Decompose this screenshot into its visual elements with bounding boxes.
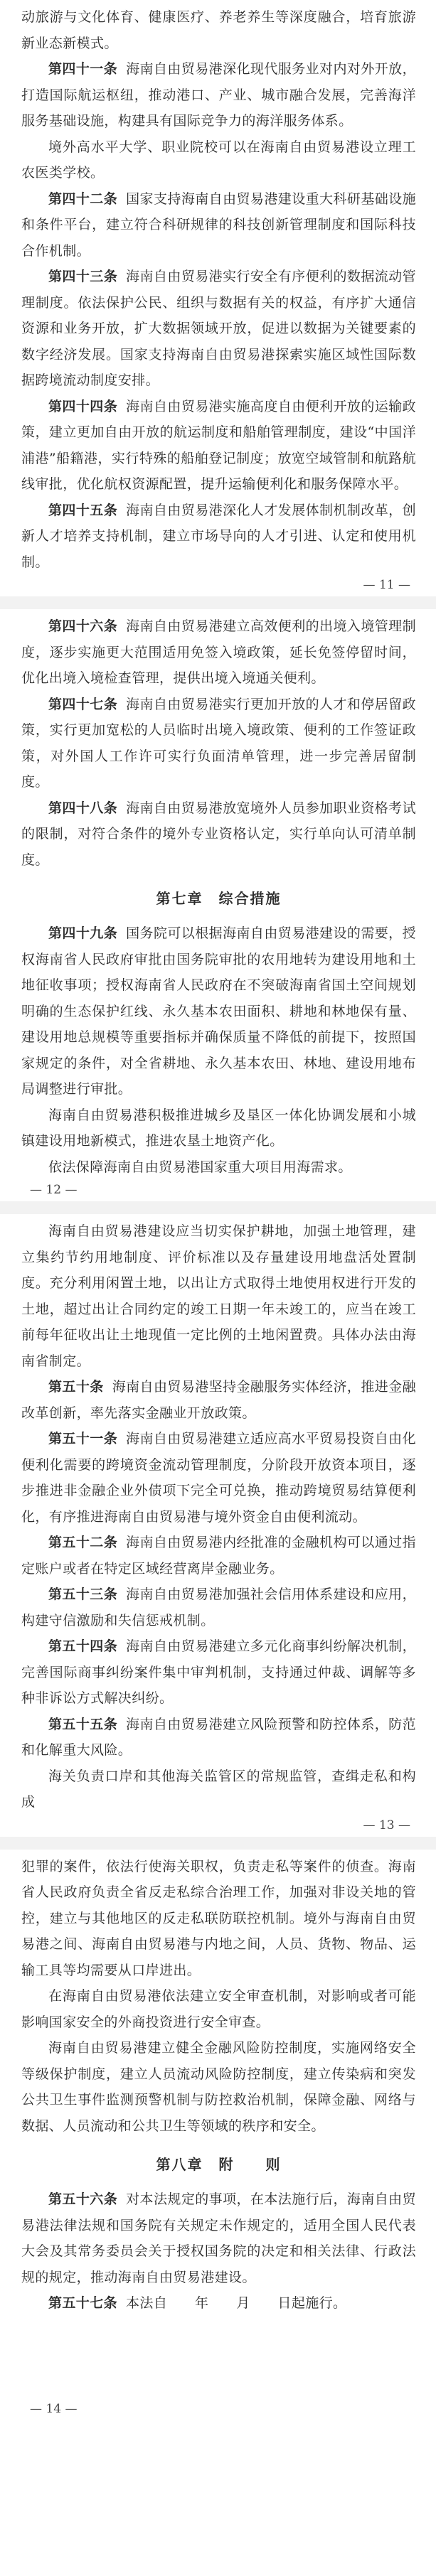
article-text: 本法自 年 月 日起施行。 — [126, 2295, 347, 2311]
article-text: 海南自由贸易港深化现代服务业对内对外开放，打造国际航运枢纽，推动港口、产业、城市融合发展，完善海洋服务基础设施，构建具有国际竞争力的海洋服务体系。 — [21, 61, 416, 129]
chapter-heading: 第八章 附 则 — [156, 2156, 282, 2173]
article-49 — [21, 921, 416, 1102]
article-text: 海南自由贸易港放宽境外人员参加职业资格考试的限制，对符合条件的境外专业资格认定，实行单向认可清单制度。 — [21, 800, 416, 868]
article-number: 第四十三条 — [48, 269, 118, 284]
paragraph: 境外高水平大学、职业院校可以在海南自由贸易港设立理工农医类学校。 — [21, 139, 416, 181]
article-number: 第五十四条 — [48, 1638, 118, 1654]
paragraph: 犯罪的案件，依法行使海关职权，负责走私等案件的侦查。海南省人民政府负责全省反走私综合治理工作，加强对非设关地的管控，建立与其他地区的反走私联防联控机制。境外与海南自由贸易港之间、海南自由贸易港与内地之间，人员、货物、物品、运输工具等均需要从口岸进出。 — [21, 1858, 416, 1978]
paragraph: 海南自由贸易港积极推进城乡及垦区一体化协调发展和小城镇建设用地新模式，推进农垦土地资产化。 — [21, 1107, 416, 1149]
article-number: 第五十七条 — [48, 2295, 118, 2311]
article-52 — [21, 1530, 416, 1582]
paragraph: 海南自由贸易港建立健全金融风险防控制度，实施网络安全等级保护制度，建立人员流动风险防控制度，建立传染病和突发公共卫生事件监测预警机制与防控救治机制，保障金融、网络与数据、人员流动和公共卫生等领域的秩序和安全。 — [21, 2040, 416, 2134]
article-number: 第四十六条 — [48, 618, 118, 634]
article-43 — [21, 264, 416, 394]
article-51 — [21, 1426, 416, 1530]
article-number: 第五十五条 — [48, 1716, 118, 1732]
article-57 — [21, 2290, 416, 2317]
paragraph: 动旅游与文化体育、健康医疗、养老养生等深度融合，培育旅游新业态新模式。 — [21, 9, 416, 51]
page-separator — [0, 1837, 436, 1850]
page-number: — 12 — — [30, 1183, 78, 1197]
article-text: 海南自由贸易港实行安全有序便利的数据流动管理制度。依法保护公民、组织与数据有关的权益，有序扩大通信资源和业务开放，扩大数据领域开放，促进以数据为关键要素的数字经济发展。国家支持海南自由贸易港探索实施区域性国际数据跨境流动制度安排。 — [21, 269, 416, 388]
article-text: 海南自由贸易港深化人才发展体制机制改革，创新人才培养支持机制，建立市场导向的人才引进、认定和使用机制。 — [21, 502, 416, 570]
article-41 — [21, 56, 416, 134]
paragraph: 依法保障海南自由贸易港国家重大项目用海需求。 — [48, 1159, 352, 1175]
article-47 — [21, 692, 416, 795]
page-number: — 13 — — [363, 1818, 410, 1832]
article-number: 第五十三条 — [48, 1587, 118, 1602]
article-56 — [21, 2186, 416, 2290]
paragraph: 海关负责口岸和其他海关监管区的常规监管，查缉走私和构成 — [21, 1768, 416, 1810]
article-text: 海南自由贸易港实施高度自由便利开放的运输政策，建立更加自由开放的航运制度和船舶管理制度，建设“中国洋浦港”船籍港，实行特殊的船舶登记制度；放宽空域管制和航路航线审批，优化航权资源配置，提升运输便利化和服务保障水平。 — [21, 398, 416, 492]
article-text: 海南自由贸易港建立多元化商事纠纷解决机制，完善国际商事纠纷案件集中审判机制，支持通过仲裁、调解等多种非诉讼方式解决纠纷。 — [21, 1638, 416, 1706]
article-text: 海南自由贸易港内经批准的金融机构可以通过指定账户或者在特定区域经营离岸金融业务。 — [21, 1535, 416, 1577]
article-text: 海南自由贸易港实行更加开放的人才和停居留政策，实行更加宽松的人员临时出境入境政策、便利的工作签证政策，对外国人工作许可实行负面清单管理，进一步完善居留制度。 — [21, 696, 416, 790]
article-text: 海南自由贸易港建立适应高水平贸易投资自由化便利化需要的跨境资金流动管理制度，分阶段开放资本项目，逐步推进非金融企业外债项下完全可兑换，推动跨境贸易结算便利化，有序推进海南自由贸易港与境外资金自由便利流动。 — [21, 1431, 416, 1525]
article-number: 第四十九条 — [48, 925, 118, 941]
document-content — [21, 0, 416, 2419]
article-number: 第五十条 — [48, 1379, 104, 1395]
page-separator — [0, 596, 436, 609]
article-50 — [21, 1374, 416, 1426]
article-text: 国务院可以根据海南自由贸易港建设的需要，授权海南省人民政府审批由国务院审批的农用地转为建设用地和土地征收事项；授权海南省人民政府在不突破海南省国土空间规划明确的生态保护红线、永久基本农田面积、耕地和林地保有量、建设用地总规模等重要指标并确保质量不降低的前提下，按照国家规定的条件，对全省耕地、永久基本农田、林地、建设用地布局调整进行审批。 — [21, 925, 416, 1097]
chapter-heading: 第七章 综合措施 — [156, 890, 282, 907]
article-number: 第四十七条 — [48, 696, 118, 712]
article-number: 第四十四条 — [48, 398, 118, 414]
article-number: 第五十二条 — [48, 1535, 118, 1550]
article-text: 对本法规定的事项，在本法施行后，海南自由贸易港法律法规和国务院有关规定未作规定的，适用全国人民代表大会及其常务委员会关于授权国务院的决定和相关法律、行政法规的规定，推动海南自由贸易港建设。 — [21, 2191, 416, 2285]
article-number: 第四十五条 — [48, 502, 118, 518]
paragraph: 在海南自由贸易港依法建立安全审查机制，对影响或者可能影响国家安全的外商投资进行安全审查。 — [21, 1988, 416, 2030]
article-number: 第四十一条 — [48, 61, 118, 77]
page-number: — 14 — — [30, 2401, 78, 2416]
article-number: 第五十一条 — [48, 1431, 118, 1447]
article-text: 国家支持海南自由贸易港建设重大科研基础设施和条件平台，建立符合科研规律的科技创新管理制度和国际科技合作机制。 — [21, 190, 416, 259]
article-text: 海南自由贸易港坚持金融服务实体经济，推进金融改革创新，率先落实金融业开放政策。 — [21, 1379, 416, 1421]
article-46 — [21, 613, 416, 692]
article-42 — [21, 186, 416, 264]
article-53 — [21, 1582, 416, 1633]
article-text: 海南自由贸易港加强社会信用体系建设和应用，构建守信激励和失信惩戒机制。 — [21, 1587, 416, 1628]
article-text: 海南自由贸易港建立风险预警和防控体系，防范和化解重大风险。 — [21, 1716, 416, 1758]
article-number: 第四十二条 — [48, 190, 118, 207]
paragraph: 海南自由贸易港建设应当切实保护耕地，加强土地管理，建立集约节约用地制度、评价标准以及存量建设用地盘活处置制度。充分利用闲置土地，以出让方式取得土地使用权进行开发的土地，超过出让合同约定的竣工日期一年未竣工的，应当在竣工前每年征收出让土地现值一定比例的土地闲置费。具体办法由海南省制定。 — [21, 1223, 416, 1369]
article-44 — [21, 394, 416, 498]
article-text: 海南自由贸易港建立高效便利的出境入境管理制度，逐步实施更大范围适用免签入境政策，延长免签停留时间，优化出境入境检查管理，提供出境入境通关便利。 — [21, 618, 416, 686]
article-45 — [21, 498, 416, 576]
article-55 — [21, 1712, 416, 1764]
page-separator — [0, 1201, 436, 1214]
article-48 — [21, 795, 416, 874]
article-number: 第四十八条 — [48, 800, 118, 816]
article-number: 第五十六条 — [48, 2191, 118, 2207]
page-number: — 11 — — [363, 578, 410, 592]
article-54 — [21, 1633, 416, 1712]
